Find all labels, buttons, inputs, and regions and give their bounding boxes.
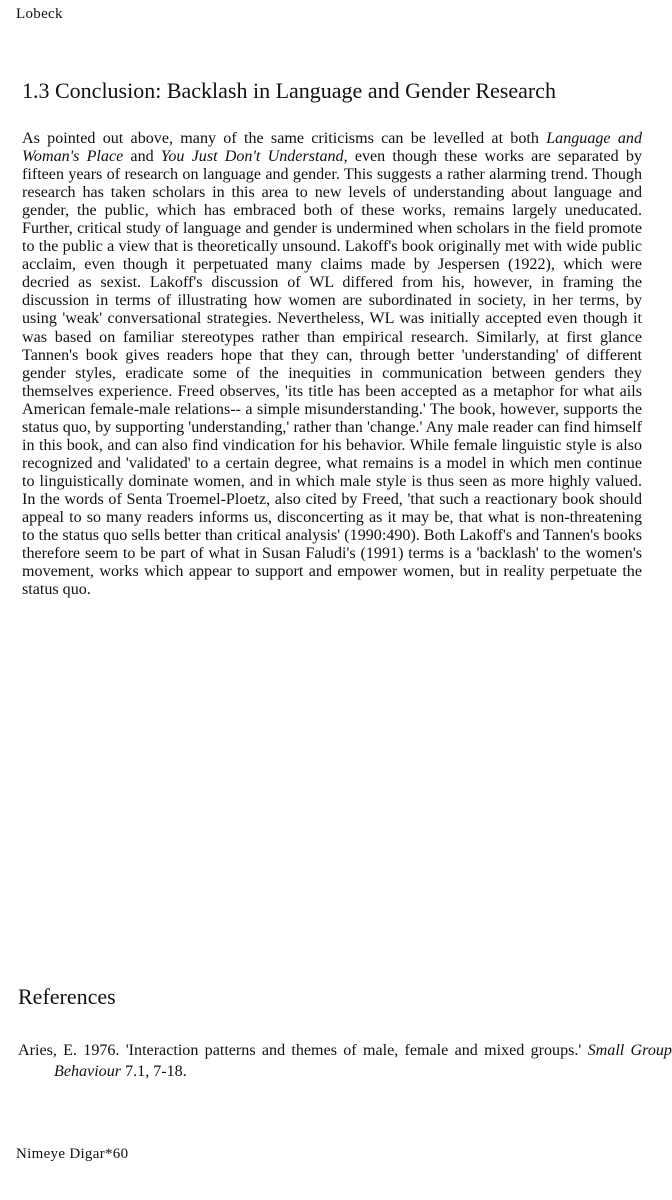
body-text-1: As pointed out above, many of the same criticisms can be levelled at both [22,130,547,147]
reference-entry [18,1040,672,1082]
body-text-2: and [123,148,161,166]
book-title-you-just-dont-understand: You Just Don't Understand [160,148,344,166]
running-head: Lobeck [16,6,63,22]
section-title: 1.3 Conclusion: Backlash in Language and Gender Research [22,78,556,103]
conclusion-paragraph [22,130,642,599]
references-heading: References [18,984,116,1009]
body-text-3: , even though these works are separated by fifteen years of research on language and gender. This suggests a rather alarming trend. Though research has taken scholars in this area to new levels of understanding about language and gender, the public, which has embraced both of these works, remains largely uneducated. Further, critical study of language and gender is undermined when scholars in the field promote to the public a view that is theoretically unsound. Lakoff's book originally met with wide public acclaim, even though it perpetuated many claims made by Jespersen (1922), which were decried as sexist. Lakoff's discussion of WL differed from his, however, in framing the discussion in terms of illustrating how women are subordinated in society, in her terms, by using 'weak' conversational strategies. Nevertheless, WL was initially accepted even though it was based on familiar stereotypes rather than empirical research. Similarly, at first glance Tannen's book gives readers hope that they can, through better 'understanding' of different gender styles, eradicate some of the inequities in communication between genders they themselves experience. Freed observes, 'its title has been accepted as a metaphor for what ails American female-male relations-- a simple misunderstanding.' The book, however, supports the status quo, by supporting 'understanding,' rather than 'change.' Any male reader can find himself in this book, and can also find vindication for his behavior. While female linguistic style is also recognized and 'validated' to a certain degree, what remains is a model in which men continue to linguistically dominate women, and in which male style is thus seen as more highly valued. In the words of Senta Troemel-Ploetz, also cited by Freed, 'that such a reactionary book should appeal to so many readers informs us, disconcerting as it may be, that what is non-threatening to the status quo sells better than critical analysis' (1990:490). Both Lakoff's and Tannen's books therefore seem to be part of what in Susan Faludi's (1991) terms is a 'backlash' to the women's movement, works which appear to support and empower women, but in reality perpetuate the status quo. [22,148,642,599]
reference-authors: Aries, E. 1976. [18,1042,126,1059]
page-footer: Nimeye Digar*60 [16,1146,129,1162]
reference-title: 'Interaction patterns and themes of male, female and mixed groups.' [125,1042,588,1059]
book-title-language-and-womans-place: Language and Woman's Place [22,130,642,166]
reference-journal: Small Group Behaviour [54,1042,672,1080]
reference-details: 7.1, 7-18. [121,1063,187,1080]
